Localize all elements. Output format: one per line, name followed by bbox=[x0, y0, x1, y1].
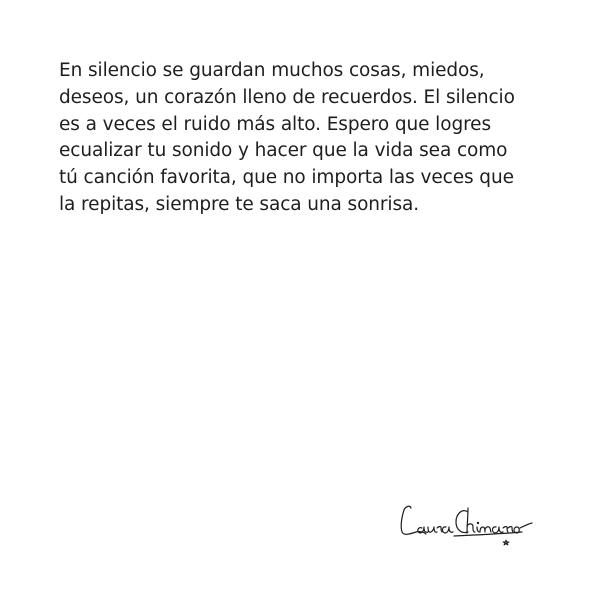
quote-text bbox=[59, 58, 559, 219]
quote-line: tú canción favorita, que no importa las veces que bbox=[59, 167, 514, 189]
quote-line: la repitas, siempre te saca una sonrisa. bbox=[59, 193, 420, 215]
quote-line: En silencio se guardan muchos cosas, miedos, bbox=[59, 60, 485, 81]
quote-line: deseos, un corazón lleno de recuerdos. El silencio bbox=[59, 86, 515, 108]
quote-line: ecualizar tu sonido y hacer que la vida sea como bbox=[59, 140, 508, 162]
handwritten-signature bbox=[396, 496, 536, 550]
signature-drawing bbox=[396, 496, 536, 550]
quote-line: es a veces el ruido más alto. Espero que logres bbox=[59, 113, 492, 135]
